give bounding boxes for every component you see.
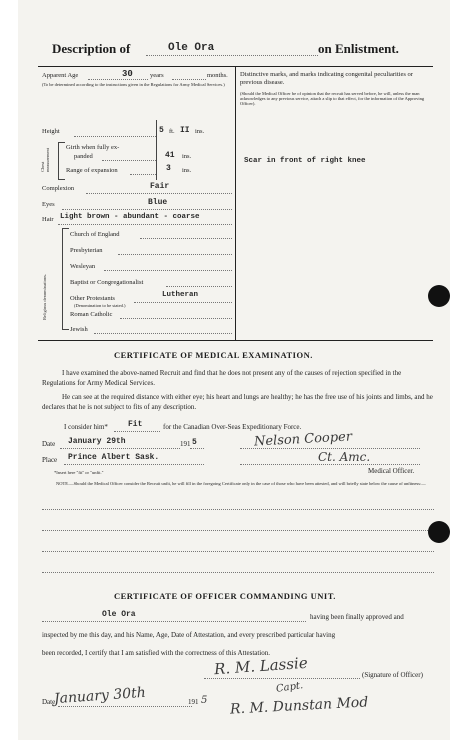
header-title-right: on Enlistment. bbox=[318, 41, 399, 56]
medical-consider-value: Fit bbox=[128, 420, 143, 429]
unfit-cause-line-3 bbox=[42, 551, 434, 552]
chest-girth-value: 41 bbox=[165, 151, 175, 160]
officer-date-value: January 30th bbox=[53, 684, 147, 708]
header-recruit-name: Ole Ora bbox=[168, 42, 215, 54]
chest-girth-label-1: Girth when fully ex- bbox=[66, 144, 120, 151]
religion-bracket bbox=[62, 228, 69, 330]
height-ft-unit: ft. bbox=[169, 128, 175, 135]
medical-signature: Nelson Cooper bbox=[253, 429, 353, 450]
height-label: Height bbox=[42, 128, 60, 135]
height-in-unit: ins. bbox=[195, 128, 205, 135]
officer-title: CERTIFICATE OF OFFICER COMMANDING UNIT. bbox=[114, 591, 336, 601]
bottom-table-rule bbox=[38, 340, 433, 341]
header-name-line bbox=[146, 55, 318, 56]
age-years: 30 bbox=[122, 69, 133, 79]
medical-para-1: I have examined the above-named Recruit and find that he does not present any of the causes of rejection specified in the Regulations for Army Medical Services. bbox=[42, 369, 402, 387]
religion-group-label: Religious denominations. bbox=[42, 274, 47, 320]
religion-other-label: Other Protestants bbox=[70, 295, 115, 302]
age-note: (To be determined according to the instructions given in the Regulations for Army Medical Services.) bbox=[42, 82, 225, 87]
age-label: Apparent Age bbox=[42, 72, 79, 79]
eyes-value: Blue bbox=[148, 198, 168, 207]
complexion-label: Complexion bbox=[42, 185, 75, 192]
unfit-cause-line-1 bbox=[42, 509, 434, 510]
medical-place-value: Prince Albert Sask. bbox=[68, 453, 160, 462]
religion-item-4: Baptist or Congregationalist bbox=[70, 279, 144, 286]
chest-group-label: Chest measurement bbox=[40, 148, 50, 172]
religion-item-3: Wesleyan bbox=[70, 263, 96, 270]
age-years-unit: years bbox=[150, 72, 164, 79]
medical-title: CERTIFICATE OF MEDICAL EXAMINATION. bbox=[114, 350, 313, 360]
officer-date-label: Date bbox=[42, 698, 56, 706]
officer-year-prefix: 191 bbox=[188, 698, 199, 706]
officer-signature-2: R. M. Dunstan Mod bbox=[229, 694, 369, 718]
religion-item-2: Presbyterian bbox=[70, 247, 103, 254]
medical-consider-prefix: I consider him* bbox=[64, 423, 108, 431]
officer-line-2: inspected by me this day, and his Name, Age, Date of Attestation, and every prescribed particular having bbox=[42, 631, 336, 639]
hair-value: Light brown - abundant - coarse bbox=[60, 213, 200, 221]
marks-note: (Should the Medical Officer be of opinion that the recruit has served before, he will, unless the man acknowledges to any previous service, attach a slip to that effect, for the information of the Approving Officer). bbox=[240, 91, 425, 106]
officer-year-value: 5 bbox=[201, 695, 208, 706]
chest-expansion-label: Range of expansion bbox=[66, 167, 118, 174]
medical-signature-rank: Ct. Amc. bbox=[318, 450, 371, 464]
attestation-page bbox=[18, 0, 450, 740]
marks-title: Distinctive marks, and marks indicating congenital peculiarities or previous disease. bbox=[240, 71, 413, 86]
chest-girth-unit: ins. bbox=[182, 153, 192, 160]
age-months-unit: months. bbox=[207, 72, 228, 79]
medical-date-label: Date bbox=[42, 440, 56, 448]
medical-officer-label: Medical Officer. bbox=[368, 467, 415, 475]
religion-item-1: Church of England bbox=[70, 231, 120, 238]
religion-other-value: Lutheran bbox=[162, 291, 199, 299]
eyes-label: Eyes bbox=[42, 201, 55, 208]
chest-expansion-value: 3 bbox=[166, 164, 171, 173]
medical-date-value: January 29th bbox=[68, 437, 126, 446]
header-title-left: Description of bbox=[52, 41, 131, 56]
height-inches: II bbox=[180, 126, 190, 135]
religion-other-note: (Denomination to be stated.) bbox=[74, 303, 126, 308]
officer-signature-rank: Capt. bbox=[275, 680, 304, 695]
column-divider bbox=[235, 66, 236, 340]
religion-item-5: Roman Catholic bbox=[70, 311, 113, 318]
medical-para-2: He can see at the required distance with either eye; his heart and lungs are healthy; he has the free use of his joints and limbs, and he declares that he is not subject to fits of any description. bbox=[42, 393, 433, 411]
height-feet: 5 bbox=[159, 126, 164, 135]
chest-expansion-unit: ins. bbox=[182, 167, 192, 174]
officer-line-1-suffix: having been finally approved and bbox=[310, 613, 404, 621]
officer-name-value: Ole Ora bbox=[102, 610, 136, 619]
officer-signature-label: (Signature of Officer) bbox=[362, 671, 423, 679]
chest-bracket bbox=[58, 142, 65, 180]
punch-hole-top bbox=[428, 285, 450, 307]
medical-note: NOTE.—Should the Medical Officer consider the Recruit unfit, he will fill in the foregoing Certificate only in the case of those who have been attested, and will briefly state below the cause of unfitness:— bbox=[56, 481, 426, 486]
medical-year-value: 5 bbox=[192, 438, 197, 447]
medical-insert-note: *Insert here "fit" or "unfit." bbox=[54, 470, 104, 475]
medical-year-prefix: 191 bbox=[180, 440, 191, 448]
officer-signature: R. M. Lassie bbox=[213, 653, 309, 679]
religion-item-6: Jewish bbox=[70, 326, 88, 333]
unfit-cause-line-4 bbox=[42, 572, 434, 573]
hair-label: Hair bbox=[42, 216, 54, 223]
marks-value: Scar in front of right knee bbox=[244, 157, 366, 165]
medical-place-label: Place bbox=[42, 456, 58, 464]
officer-line-3: been recorded, I certify that I am satisfied with the correctness of this Attestation. bbox=[42, 649, 271, 657]
unfit-cause-line-2 bbox=[42, 530, 434, 531]
complexion-value: Fair bbox=[150, 182, 170, 191]
medical-consider-suffix: for the Canadian Over-Seas Expeditionary Force. bbox=[163, 423, 302, 431]
chest-girth-label-2: panded bbox=[74, 153, 93, 160]
punch-hole-bottom bbox=[428, 521, 450, 543]
